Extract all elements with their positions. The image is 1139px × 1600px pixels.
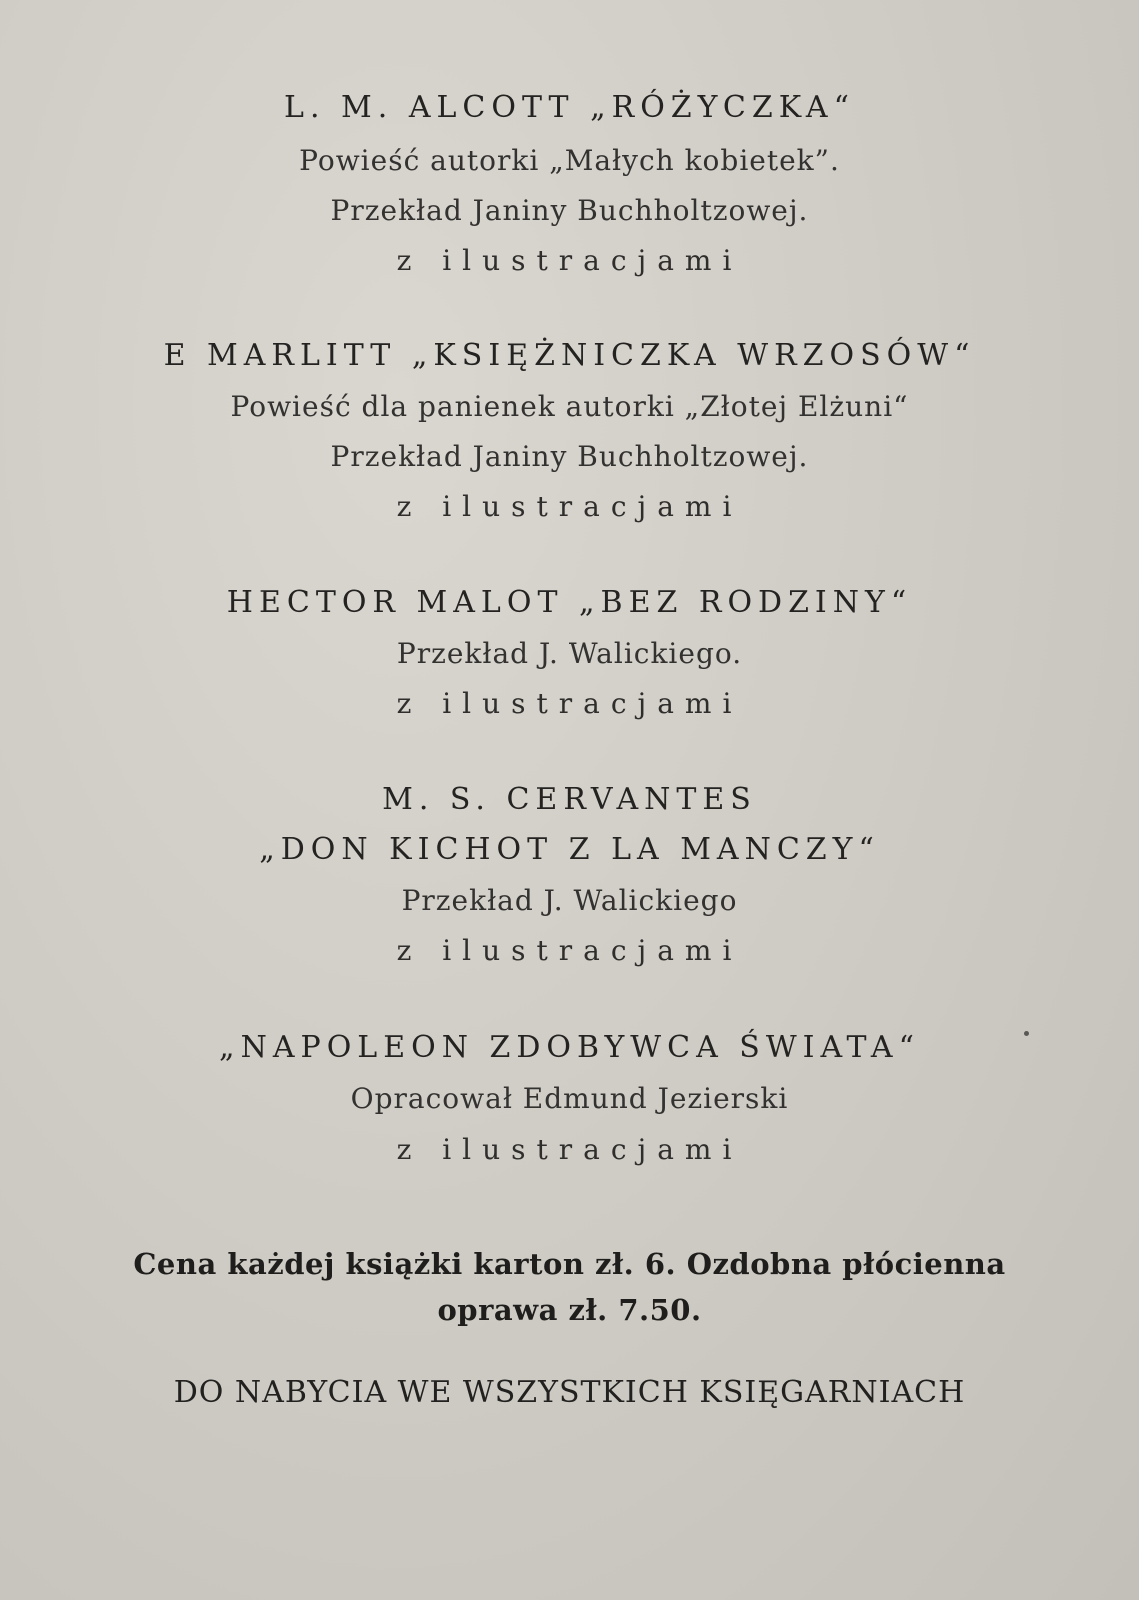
entry-5-editor: Opracował Edmund Jezierski (350, 1082, 789, 1115)
entry-2-translator: Przekład Janiny Buchholtzowej. (330, 440, 809, 473)
ink-speck (1024, 1031, 1029, 1036)
entry-5-illustrations-note: z ilustracjami (396, 1133, 743, 1166)
entry-5-title: „NAPOLEON ZDOBYWCA ŚWIATA“ (219, 1030, 920, 1065)
entry-2-title: E MARLITT „KSIĘŻNICZKA WRZOSÓW“ (163, 338, 976, 373)
entry-1-description: Powieść autorki „Małych kobietek”. (299, 144, 840, 177)
entry-4-title: „DON KICHOT Z LA MANCZY“ (259, 832, 880, 867)
price-line-2: oprawa zł. 7.50. (437, 1293, 702, 1327)
entry-4-author: M. S. CERVANTES (382, 782, 757, 817)
entry-1-illustrations-note: z ilustracjami (396, 244, 743, 277)
entry-4-translator: Przekład J. Walickiego (401, 884, 738, 917)
availability-footer: DO NABYCIA WE WSZYSTKICH KSIĘGARNIACH (173, 1375, 966, 1410)
entry-2-description: Powieść dla panienek autorki „Złotej Elżuni“ (230, 390, 909, 423)
entry-3-illustrations-note: z ilustracjami (396, 687, 743, 720)
entry-3-title: HECTOR MALOT „BEZ RODZINY“ (226, 585, 913, 620)
entry-1-translator: Przekład Janiny Buchholtzowej. (330, 194, 809, 227)
entry-1-title: L. M. ALCOTT „RÓŻYCZKA“ (284, 90, 855, 125)
entry-3-translator: Przekład J. Walickiego. (396, 637, 743, 670)
entry-4-illustrations-note: z ilustracjami (396, 934, 743, 967)
entry-2-illustrations-note: z ilustracjami (396, 490, 743, 523)
price-line-1: Cena każdej książki karton zł. 6. Ozdobna płócienna (133, 1247, 1006, 1281)
